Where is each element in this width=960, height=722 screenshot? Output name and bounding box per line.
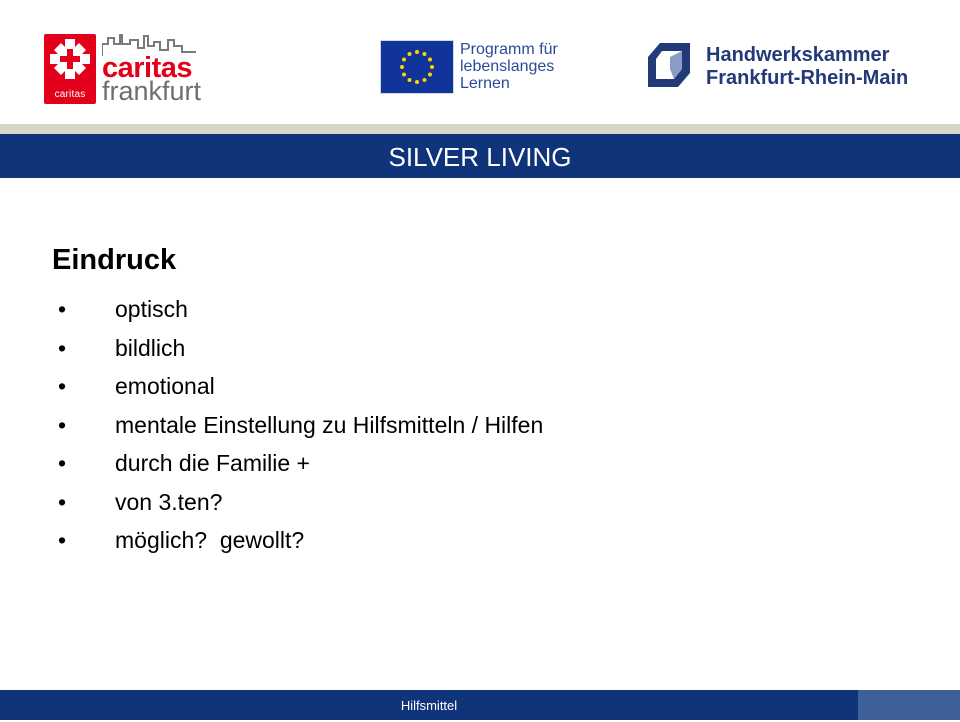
footer-accent	[858, 690, 960, 720]
bullet-dot: •	[58, 450, 67, 476]
bullet-text: optisch	[115, 296, 188, 322]
eu-star	[415, 50, 419, 54]
bullet-text: möglich? gewollt?	[115, 527, 305, 553]
caritas-city: frankfurt	[102, 76, 202, 106]
caritas-badge-word: caritas	[54, 89, 86, 100]
hwk-line-2: Frankfurt-Rhein-Main	[706, 67, 909, 89]
slide-title: Eindruck	[52, 244, 177, 276]
bullet-text: von 3.ten?	[115, 488, 223, 515]
eu-star	[415, 80, 419, 84]
caritas-frankfurt-logo	[44, 34, 202, 108]
header-title: SILVER LIVING	[388, 142, 572, 172]
header-strip	[0, 124, 960, 134]
eu-flag-icon	[380, 40, 454, 94]
eu-program-text	[460, 41, 558, 92]
footer-band	[0, 690, 858, 720]
eu-lifelong-learning-logo	[380, 40, 580, 96]
bullet-dot: •	[58, 411, 67, 438]
eu-line-3: Lernen	[460, 75, 510, 92]
bullet-dot: •	[58, 488, 67, 515]
header-band	[0, 134, 960, 178]
eu-star	[400, 65, 404, 69]
bullet-text: emotional	[115, 373, 215, 399]
bullet-dot: •	[58, 296, 67, 322]
caritas-wordmark: caritas	[102, 52, 193, 84]
eu-line-1: Programm für	[460, 41, 558, 58]
eu-line-2: lebenslanges	[460, 58, 555, 75]
bullet-dot: •	[58, 527, 67, 553]
eu-star	[428, 58, 432, 62]
eu-star	[408, 78, 412, 82]
footer-label: Hilfsmittel	[400, 698, 458, 713]
bullet-dot: •	[58, 373, 67, 399]
caritas-cross-icon	[48, 37, 92, 81]
hwk-line-1: Handwerkskammer	[706, 44, 890, 66]
eu-star	[408, 52, 412, 56]
hwk-emblem-icon	[648, 43, 690, 87]
bullet-text: bildlich	[115, 334, 186, 361]
caritas-badge	[44, 34, 96, 104]
eu-star	[430, 65, 434, 69]
eu-star	[402, 73, 406, 77]
eu-star	[423, 52, 427, 56]
eu-star	[428, 73, 432, 77]
handwerkskammer-logo	[648, 40, 918, 96]
bullet-text: mentale Einstellung zu Hilfsmitteln / Hilfen	[115, 411, 544, 438]
hwk-text	[706, 44, 908, 90]
bullet-dot: •	[58, 334, 67, 361]
eu-star	[402, 58, 406, 62]
eu-star	[423, 78, 427, 82]
bullet-text: durch die Familie +	[115, 450, 310, 476]
